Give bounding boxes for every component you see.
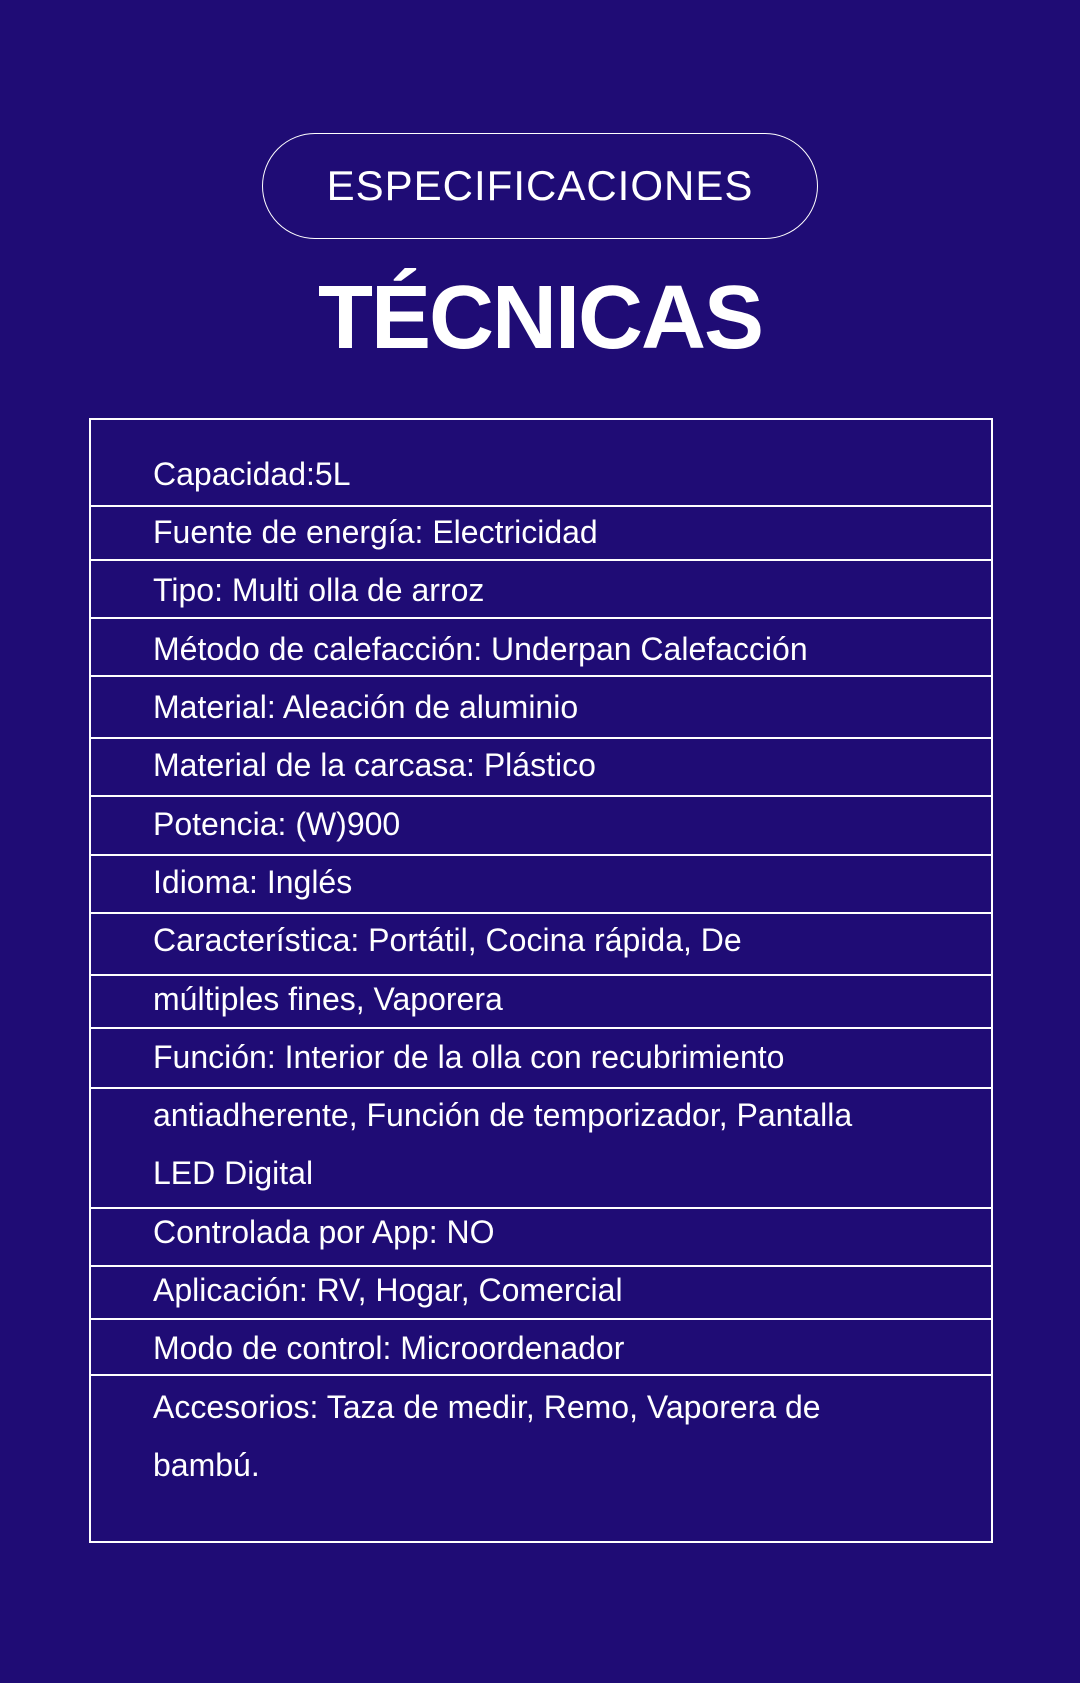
spec-line: bambú. bbox=[153, 1447, 260, 1483]
page-title: TÉCNICAS bbox=[317, 268, 763, 368]
row-divider bbox=[89, 974, 993, 976]
row-divider bbox=[89, 912, 993, 914]
row-divider bbox=[89, 1207, 993, 1209]
row-divider bbox=[89, 1027, 993, 1029]
spec-line: múltiples fines, Vaporera bbox=[153, 981, 503, 1017]
spec-line: Material: Aleación de aluminio bbox=[153, 689, 579, 725]
row-divider bbox=[89, 505, 993, 507]
spec-line: Característica: Portátil, Cocina rápida, De bbox=[153, 922, 742, 958]
row-divider bbox=[89, 795, 993, 797]
spec-line: Fuente de energía: Electricidad bbox=[153, 514, 598, 550]
row-divider bbox=[89, 854, 993, 856]
section-pill-label: ESPECIFICACIONES bbox=[262, 133, 818, 239]
spec-line: LED Digital bbox=[153, 1155, 314, 1191]
spec-line: Método de calefacción: Underpan Calefacción bbox=[153, 631, 808, 667]
spec-line: Controlada por App: NO bbox=[153, 1214, 495, 1250]
row-divider bbox=[89, 559, 993, 561]
spec-line: Capacidad:5L bbox=[153, 456, 351, 492]
spec-line: Modo de control: Microordenador bbox=[153, 1330, 625, 1366]
spec-line: Idioma: Inglés bbox=[153, 864, 353, 900]
row-divider bbox=[89, 675, 993, 677]
spec-line: Aplicación: RV, Hogar, Comercial bbox=[153, 1272, 623, 1308]
spec-line: Tipo: Multi olla de arroz bbox=[153, 572, 485, 608]
row-divider bbox=[89, 617, 993, 619]
spec-line: Material de la carcasa: Plástico bbox=[153, 747, 596, 783]
spec-line: Accesorios: Taza de medir, Remo, Vaporera de bbox=[153, 1389, 821, 1425]
specs-table bbox=[89, 418, 993, 1543]
spec-line: Función: Interior de la olla con recubrimiento bbox=[153, 1039, 785, 1075]
row-divider bbox=[89, 1318, 993, 1320]
row-divider bbox=[89, 1265, 993, 1267]
spec-line: antiadherente, Función de temporizador, Pantalla bbox=[153, 1097, 853, 1133]
row-divider bbox=[89, 1087, 993, 1089]
row-divider bbox=[89, 737, 993, 739]
spec-line: Potencia: (W)900 bbox=[153, 806, 401, 842]
row-divider bbox=[89, 1374, 993, 1376]
